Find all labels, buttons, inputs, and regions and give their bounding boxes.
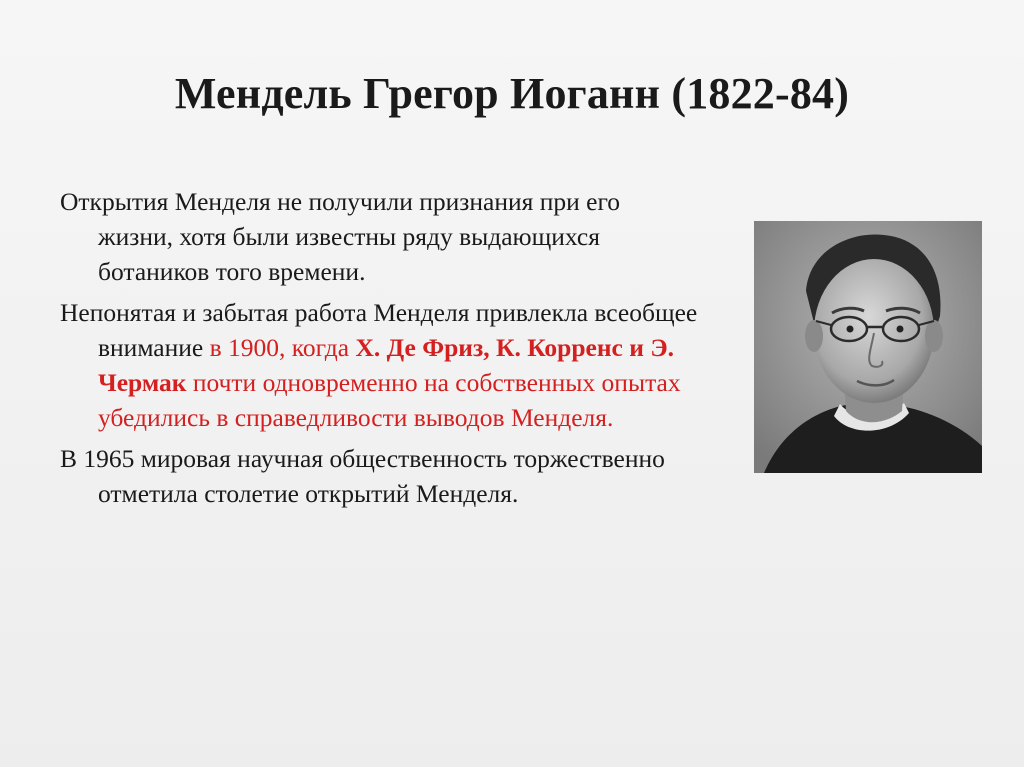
paragraph-3 — [60, 441, 700, 511]
paragraph-1-text: Открытия Менделя не получили признания при его жизни, хотя были известны ряду выдающихся ботаников того времени. — [60, 187, 621, 286]
paragraph-2-red-tail: почти одновременно на собственных опытах убедились в справедливости выводов Менделя. — [98, 368, 681, 432]
paragraph-3-text: В 1965 мировая научная общественность торжественно отметила столетие открытий Менделя. — [60, 444, 665, 508]
paragraph-1 — [60, 184, 700, 289]
paragraph-2-red-intro: в 1900, когда — [209, 333, 356, 362]
paragraph-2-lead: Непонятая и забытая работа Менделя привлекла всеобщее внимание — [60, 298, 698, 362]
slide-body — [60, 184, 700, 517]
portrait-illustration — [754, 221, 982, 473]
portrait-photo — [754, 221, 982, 473]
paragraph-2-scientist-names: Х. Де Фриз, К. Корренс и Э. Чермак — [98, 333, 674, 397]
slide-title: Мендель Грегор Иоганн (1822-84) — [174, 69, 850, 118]
paragraph-2 — [60, 295, 700, 435]
